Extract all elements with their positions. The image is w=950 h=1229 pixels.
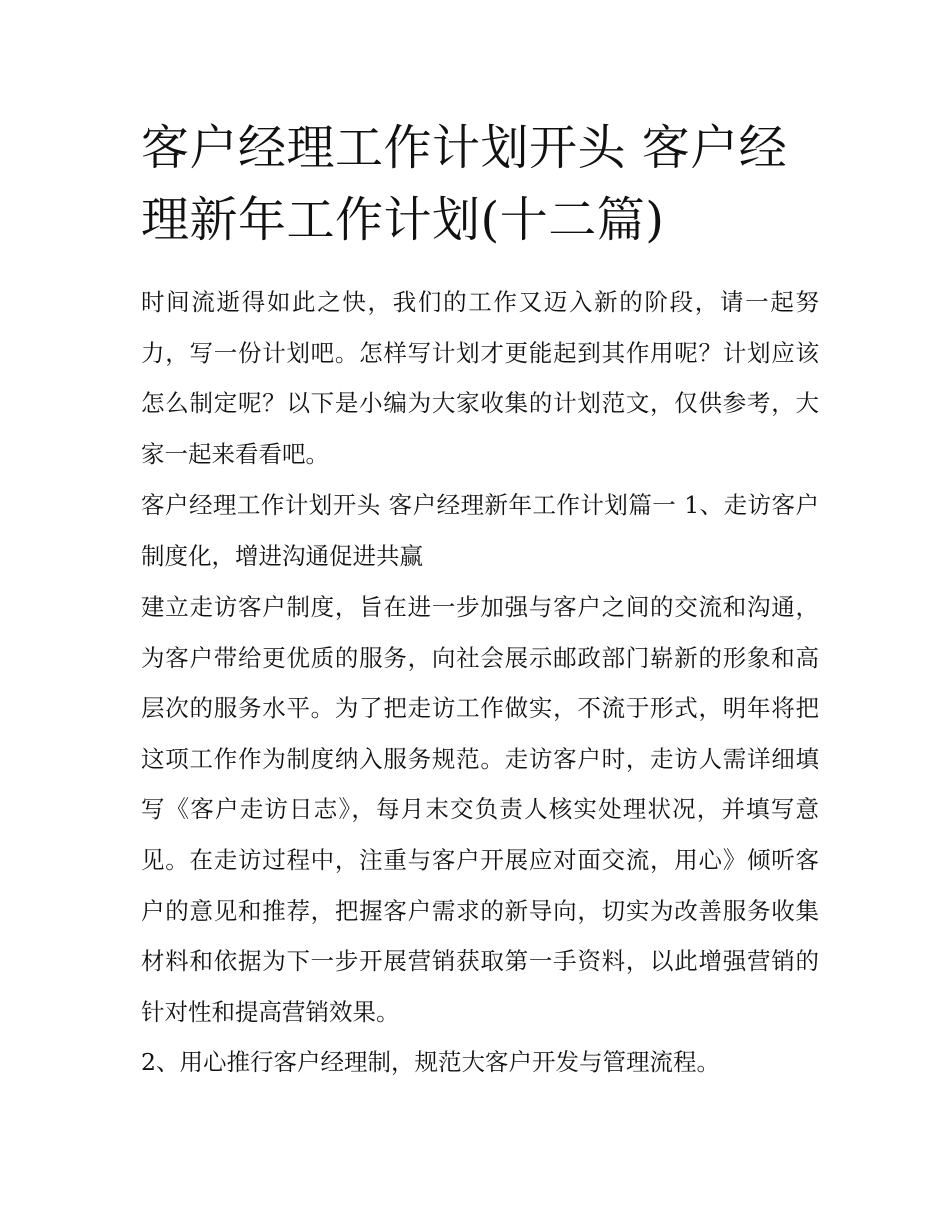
section2-heading: 2、用心推行客户经理制，规范大客户开发与管理流程。	[141, 1048, 720, 1076]
intro-paragraph: 时间流逝得如此之快，我们的工作又迈入新的阶段，请一起努力，写一份计划吧。怎样写计划才更能起到其作用呢？计划应该怎么制定呢？以下是小编为大家收集的计划范文，仅供参考，大家一起来看看吧。	[141, 288, 819, 468]
document-title: 客户经理工作计划开头 客户经理新年工作计划(十二篇)	[141, 120, 788, 248]
section1-paragraph: 建立走访客户制度，旨在进一步加强与客户之间的交流和沟通，为客户带给更优质的服务，向社会展示邮政部门崭新的形象和高层次的服务水平。为了把走访工作做实，不流于形式，明年将把这项工作作为制度纳入服务规范。走访客户时，走访人需详细填写《客户走访日志》，每月末交负责人核实处理状况，并填写意见。在走访过程中，注重与客户开展应对面交流，用心》倾听客户的意见和推荐，把握客户需求的新导向，切实为改善服务收集材料和依据为下一步开展营销获取第一手资料，以此增强营销的针对性和提高营销效果。	[141, 593, 819, 1026]
section1-heading: 客户经理工作计划开头 客户经理新年工作计划篇一 1、走访客户制度化，增进沟通促进共赢	[141, 491, 819, 570]
